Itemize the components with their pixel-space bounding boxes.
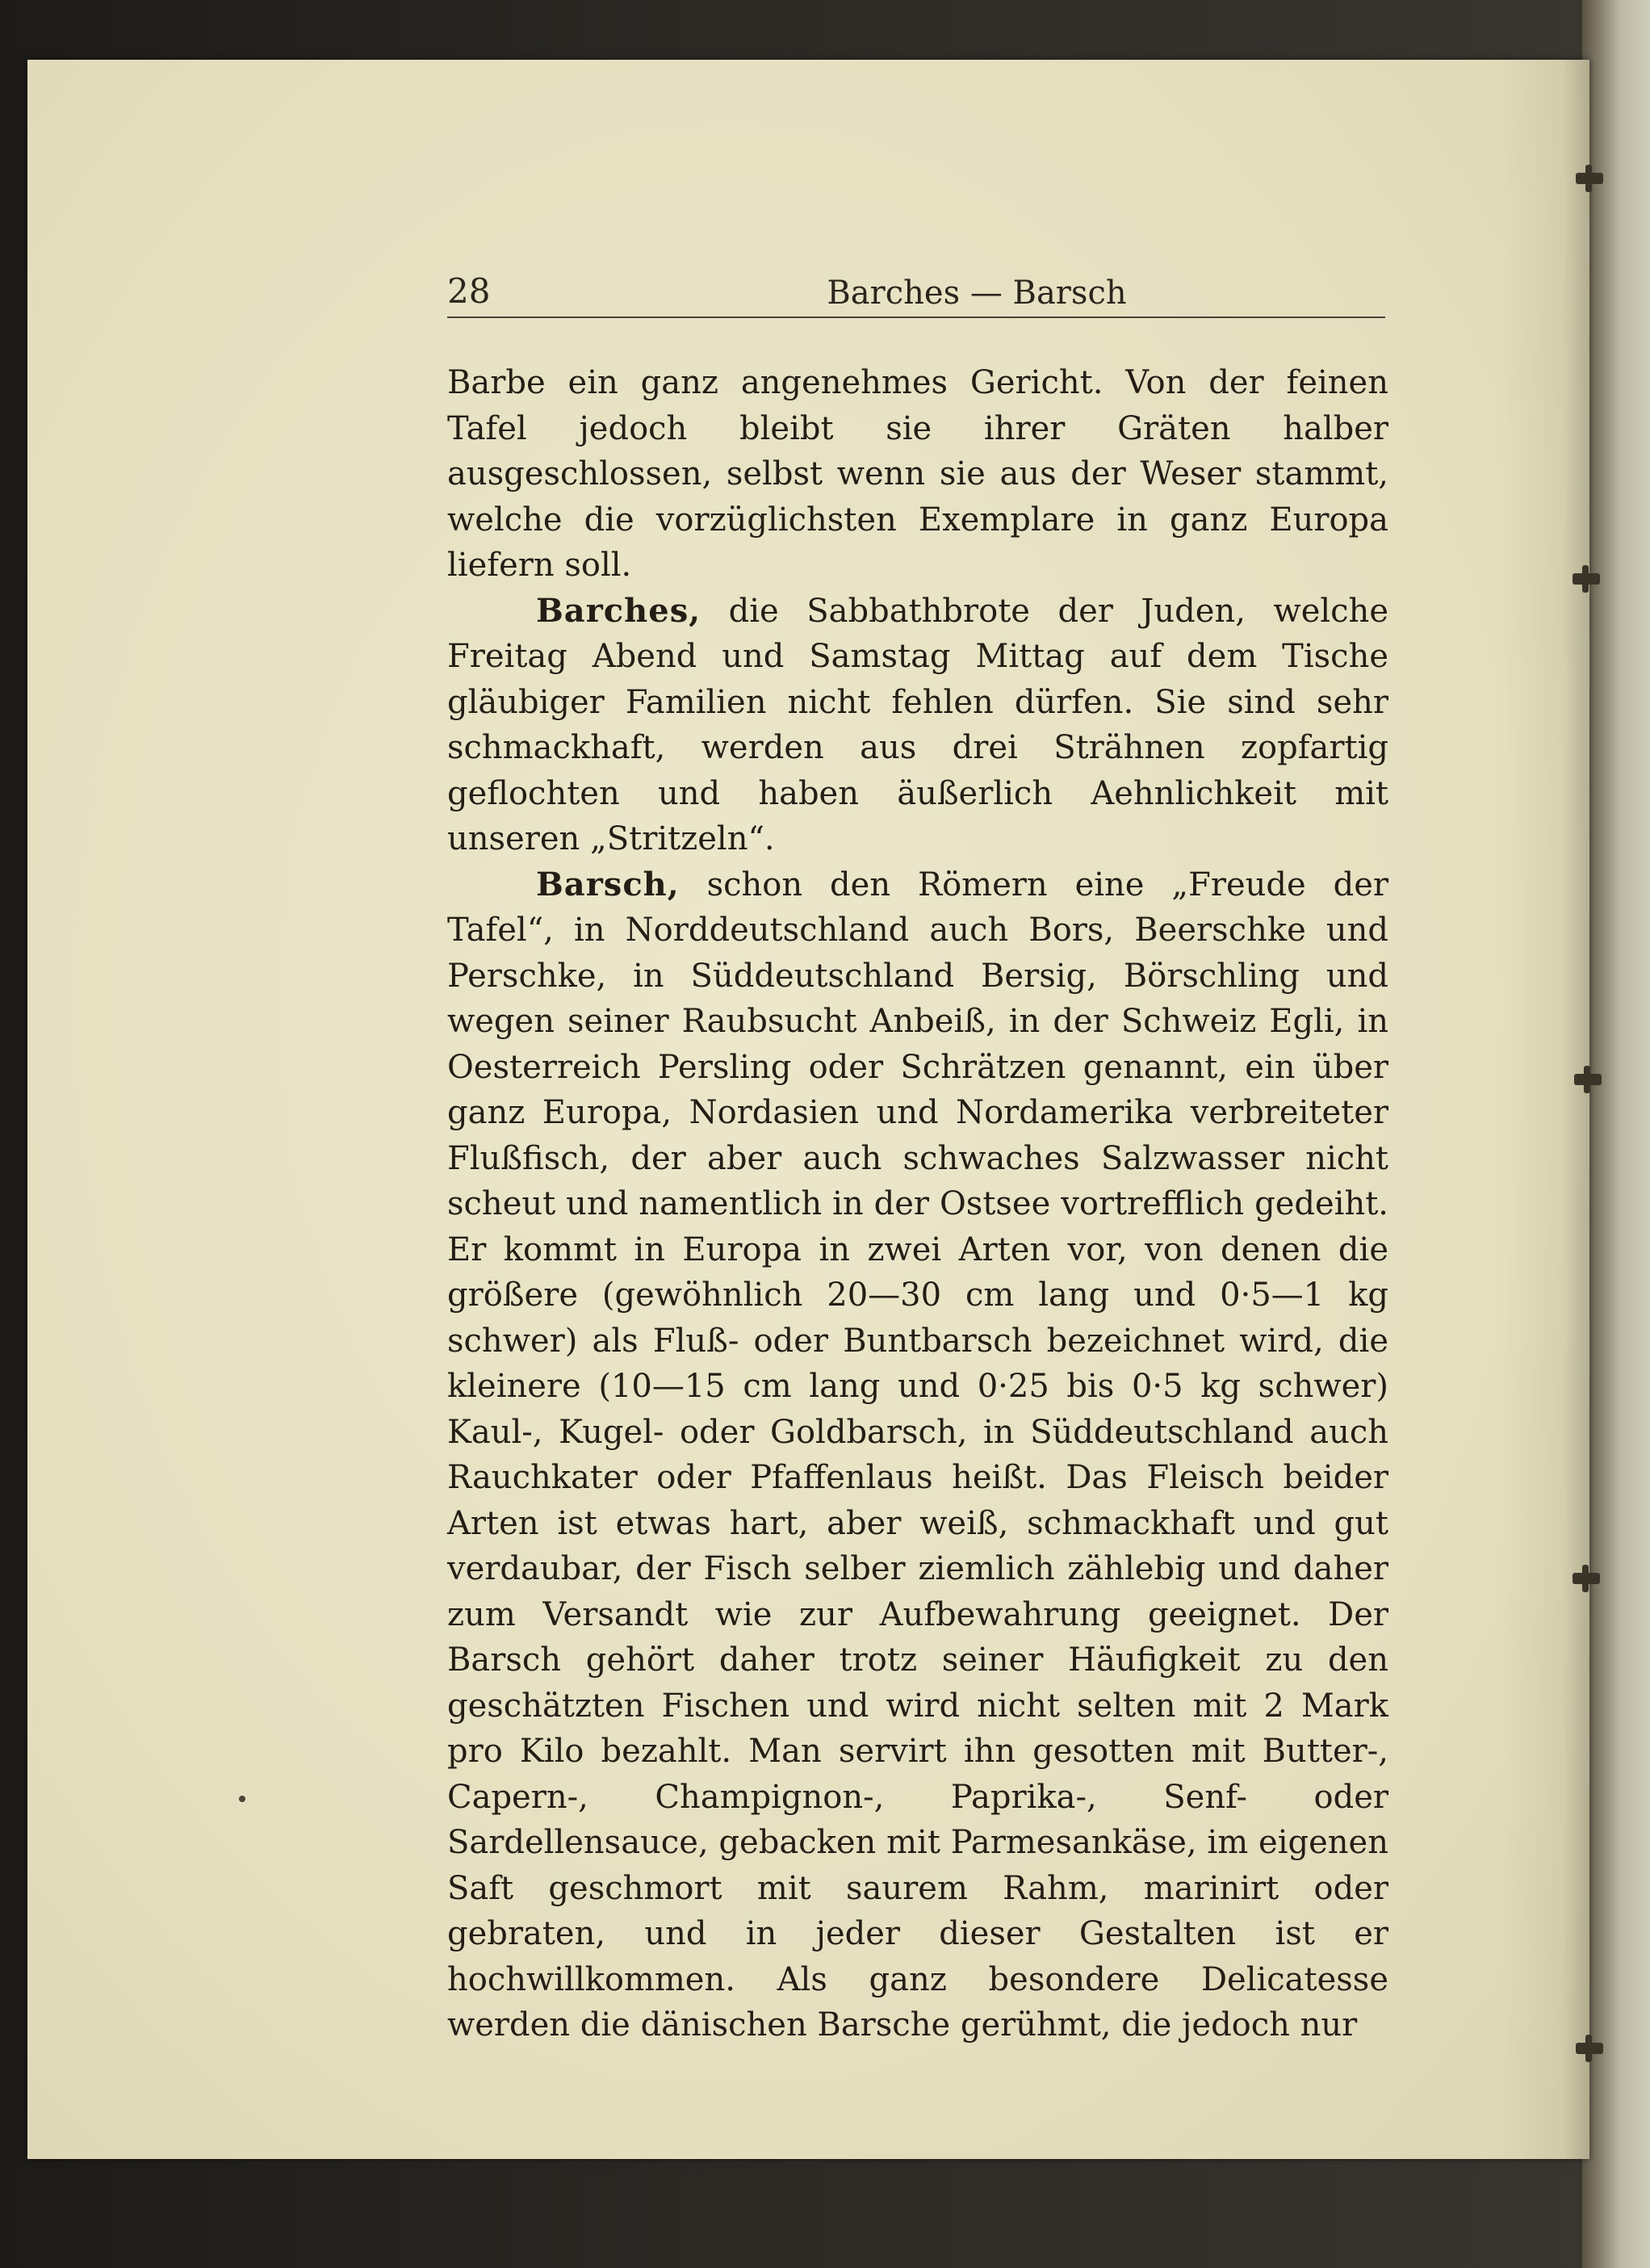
binding-tack <box>1573 573 1600 585</box>
paper-speck <box>239 1796 245 1802</box>
paragraph-barsch <box>447 862 1388 2048</box>
header-rule <box>447 317 1385 318</box>
body-text <box>447 360 1388 2048</box>
paragraph-barbe: Barbe ein ganz angenehmes Gericht. Von der feinen Tafel jedoch bleibt sie ihrer Gräten halber ausgeschlossen, selbst wenn sie aus der Weser stammt, welche die vorzüglichsten Exemplare in ganz Europa liefern soll. <box>447 364 1388 584</box>
page-header <box>420 212 1388 317</box>
binding-tack <box>1574 1074 1602 1085</box>
page-number: 28 <box>447 271 491 311</box>
running-head: Barches — Barsch <box>827 275 1127 312</box>
binding-tack <box>1576 2043 1603 2054</box>
binding-tack <box>1576 173 1603 184</box>
paragraph-barches <box>447 589 1388 862</box>
binding-tack <box>1573 1573 1600 1584</box>
headword-barsch: Barsch, <box>536 865 680 903</box>
page-fold-shadow <box>1501 60 1589 2159</box>
paragraph-barsch-text: schon den Römern eine „Freude der Tafel“, in Norddeutschland auch Bors, Beerschke und Perschke, in Süddeutschland Bersig, Börschling und wegen seiner Raubsucht Anbeiß, in der Schweiz Egli, in Oesterreich Persling oder Schrätzen genannt, ein über ganz Europa, Nordasien und Nordamerika verbreiteter Flußfisch, der aber auch schwaches Salzwasser nicht scheut und namentlich in der Ostsee vortrefflich gedeiht. Er kommt in Europa in zwei Arten vor, von denen die größere (gewöhnlich 20—30 cm lang und 0·5—1 kg schwer) als Fluß- oder Buntbarsch bezeichnet wird, die kleinere (10—15 cm lang und 0·25 bis 0·5 kg schwer) Kaul-, Kugel- oder Goldbarsch, in Süddeutschland auch Rauchkater oder Pfaffenlaus heißt. Das Fleisch beider Arten ist etwas hart, aber weiß, schmackhaft und gut verdaubar, der Fisch selber ziemlich zählebig und daher zum Versandt wie zur Aufbewahrung geeignet. Der Barsch gehört daher trotz seiner Häufigkeit zu den geschätzten Fischen und wird nicht selten mit 2 Mark pro Kilo bezahlt. Man servirt ihn gesotten mit Butter-, Capern-, Champignon-, Paprika-, Senf- oder Sardellensauce, gebacken mit Parmesankäse, im eigenen Saft geschmort mit saurem Rahm, marinirt oder gebraten, und in jeder dieser Gestalten ist er hochwillkommen. Als ganz besondere Delicatesse werden die dänischen Barsche gerühmt, die jedoch nur <box>447 866 1388 2044</box>
paragraph-barches-text: die Sabbathbrote der Juden, welche Freitag Abend und Samstag Mittag auf dem Tische gläubiger Familien nicht fehlen dürfen. Sie sind sehr schmackhaft, werden aus drei Strähnen zopfartig geflochten und haben äußerlich Aehnlichkeit mit unseren „Stritzeln“. <box>447 592 1388 857</box>
book-edge <box>1582 0 1650 2268</box>
headword-barches: Barches, <box>536 591 701 630</box>
